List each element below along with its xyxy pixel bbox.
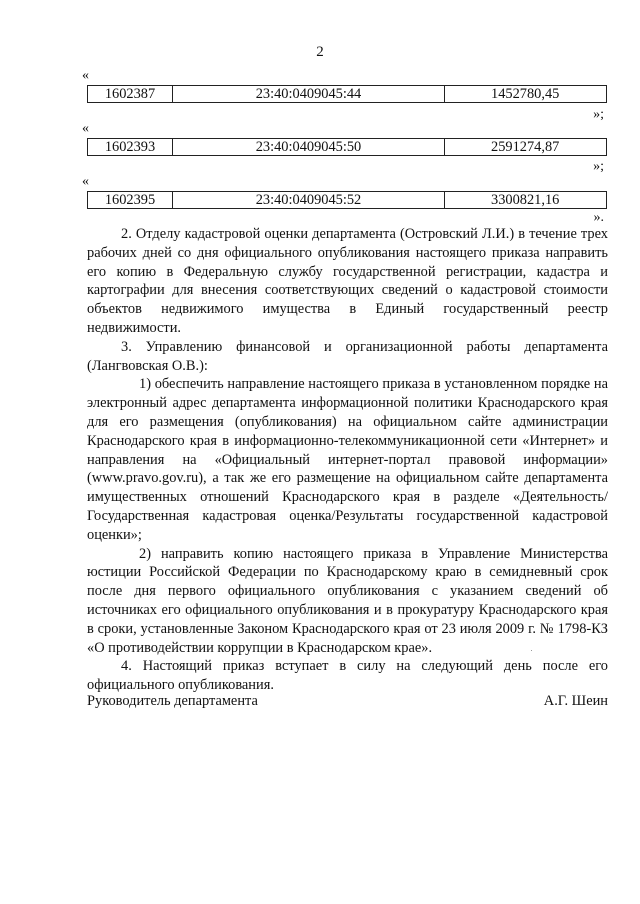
- paragraph-2: 2. Отделу кадастровой оценки департамента (Островский Л.И.) в течение трех рабочих дней со дня официального опубликования настоящего приказа направить его копию в Федеральную службу государственной регистрации, кадастра и картографии для внесения соответствующих сведений о кадастровой стоимости объектов недвижимого имущества в Единый государственный реестр недвижимости.: [87, 226, 608, 336]
- signature-block: [87, 693, 608, 710]
- closing-quote: ».: [593, 210, 604, 225]
- object-number: 1602387: [88, 86, 173, 102]
- paragraph-3-item-2: 2) направить копию настоящего приказа в Управление Министерства юстиции Российской Федерации по Краснодарскому краю в семидневный срок после дня первого официального опубликования с указанием сведений об источниках его официального опубликования и в прокуратуру Краснодарского края в сроки, установленные Законом Краснодарского края от 23 июля 2009 г. № 1798-КЗ «О противодействии коррупции в Краснодарском крае».: [87, 545, 608, 656]
- scan-speck: [531, 650, 532, 651]
- object-number: 1602393: [88, 139, 173, 155]
- signatory-name: А.Г. Шеин: [543, 693, 608, 709]
- opening-quote: «: [82, 121, 89, 136]
- table-row: [87, 191, 607, 209]
- closing-quote: »;: [593, 107, 604, 122]
- object-number: 1602395: [88, 192, 173, 208]
- cadastral-number: 23:40:0409045:50: [173, 139, 445, 155]
- cadastral-value: 1452780,45: [491, 85, 560, 102]
- paragraph-3-item-1: 1) обеспечить направление настоящего приказа в установленном порядке на электронный адрес департамента информационной политики Краснодарского края для его размещения (опубликования) на официальном сайте администрации Краснодарского края в информационно-телекоммуникационной сети «Интернет» и направления на «Официальный интернет-портал правовой информации» (www.pravo.gov.ru), а так же его размещение на официальном сайте департамента имущественных отношений Краснодарского края в разделе «Деятельность/Государственная кадастровая оценка/Результаты государственной кадастровой оценки»;: [87, 376, 608, 543]
- cadastral-value: 3300821,16: [491, 191, 560, 208]
- order-body: [87, 225, 608, 695]
- closing-quote: »;: [593, 159, 604, 174]
- cadastral-number: 23:40:0409045:52: [173, 192, 445, 208]
- paragraph-4: 4. Настоящий приказ вступает в силу на следующий день после его официального опубликования.: [87, 658, 608, 694]
- table-row: [87, 85, 607, 103]
- signatory-position: Руководитель департамента: [87, 693, 258, 709]
- cadastral-value: 2591274,87: [491, 138, 560, 155]
- paragraph-3: 3. Управлению финансовой и организационной работы департамента (Лангвовская О.В.):: [87, 338, 608, 374]
- opening-quote: «: [82, 174, 89, 189]
- page-number: 2: [316, 44, 324, 60]
- opening-quote: «: [82, 68, 89, 83]
- table-row: [87, 138, 607, 156]
- cadastral-number: 23:40:0409045:44: [173, 86, 445, 102]
